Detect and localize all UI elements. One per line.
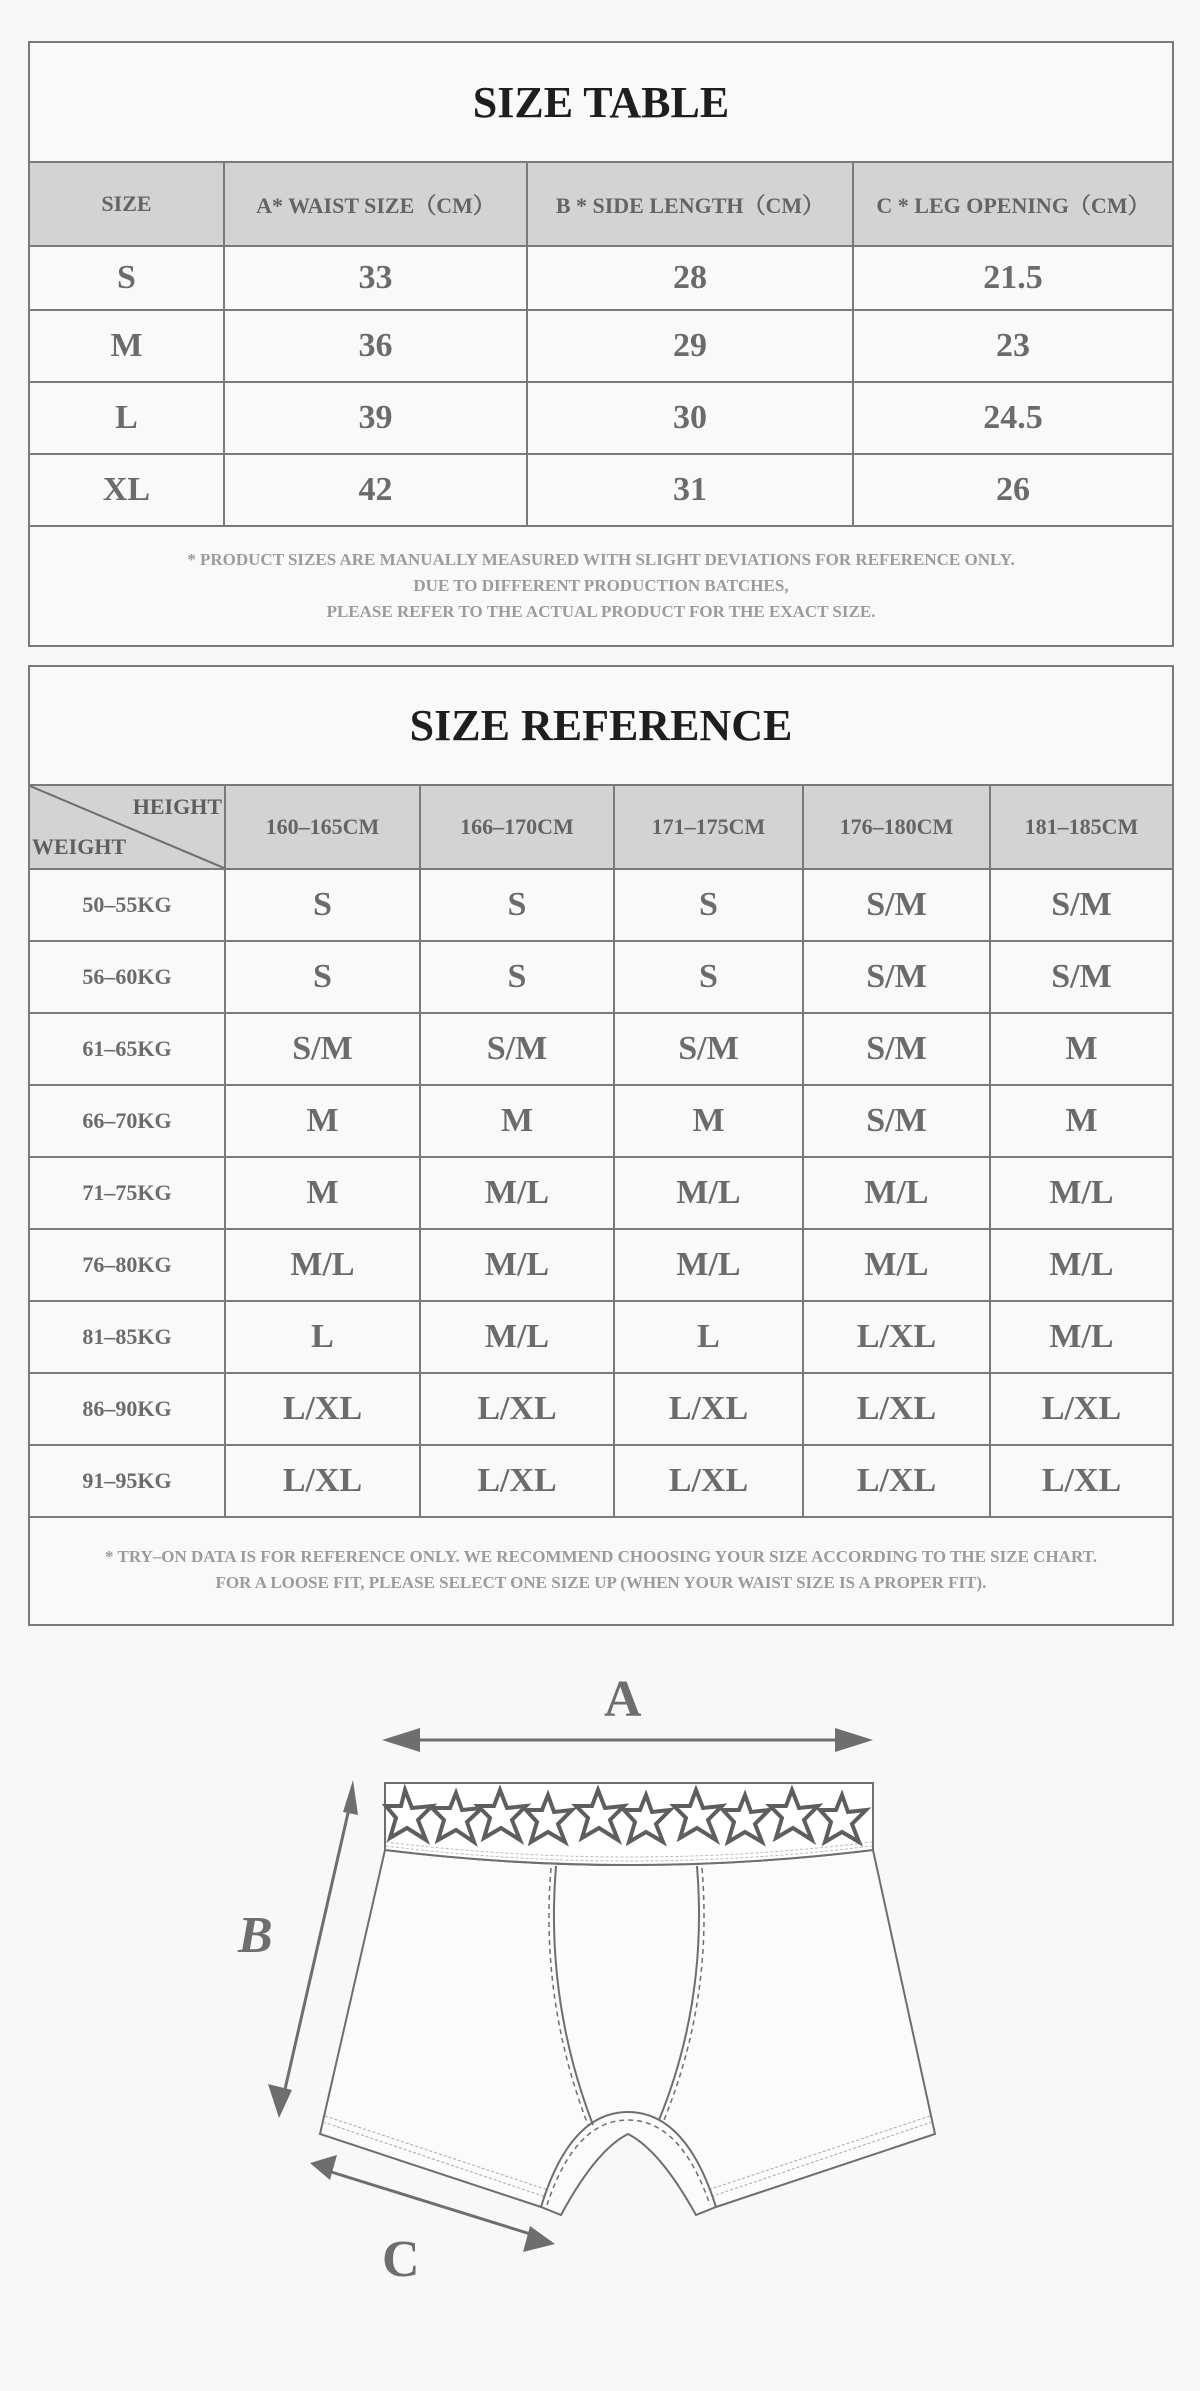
recommended-size-cell: S/M [804, 1014, 991, 1084]
header-size: SIZE [30, 163, 225, 245]
table-row [30, 247, 1172, 311]
recommended-size-cell: S [615, 870, 804, 940]
weight-label: 56–60KG [30, 942, 226, 1012]
recommended-size-cell: M [615, 1086, 804, 1156]
recommended-size-cell: M [421, 1086, 615, 1156]
measurement-cell: 29 [528, 311, 854, 381]
recommended-size-cell: L/XL [421, 1446, 615, 1516]
table-row [30, 1230, 1172, 1302]
measurement-cell: 42 [225, 455, 528, 525]
recommended-size-cell: M/L [421, 1158, 615, 1228]
recommended-size-cell: M/L [226, 1230, 421, 1300]
note-line: FOR A LOOSE FIT, PLEASE SELECT ONE SIZE UP (WHEN YOUR WAIST SIZE IS A PROPER FIT). [215, 1573, 987, 1592]
header-leg-opening: C * LEG OPENING（CM） [876, 192, 1150, 218]
recommended-size-cell: S [615, 942, 804, 1012]
recommended-size-cell: S/M [1051, 958, 1112, 995]
table-row [30, 870, 1172, 942]
table-row [30, 1374, 1172, 1446]
label-b: B [238, 1907, 273, 1964]
table-row [30, 383, 1172, 455]
recommended-size-cell: L/XL [226, 1374, 421, 1444]
recommended-size-cell: L/XL [226, 1446, 421, 1516]
table-row [30, 1302, 1172, 1374]
measurement-cell: 30 [528, 383, 854, 453]
note-line: * TRY–ON DATA IS FOR REFERENCE ONLY. WE RECOMMEND CHOOSING YOUR SIZE ACCORDING TO THE SIZE CHART. [105, 1547, 1097, 1566]
recommended-size-cell: L [226, 1302, 421, 1372]
header-height-2: 166–170CM [421, 786, 615, 868]
recommended-size-cell: L/XL [615, 1374, 804, 1444]
recommended-size-cell: S/M [226, 1014, 421, 1084]
size-table-header-row [30, 163, 1172, 247]
weight-label: 86–90KG [30, 1374, 226, 1444]
recommended-size-cell: M/L [615, 1158, 804, 1228]
size-table-title: SIZE TABLE [30, 43, 1172, 163]
size-reference-header-row [30, 786, 1172, 870]
note-line: PLEASE REFER TO THE ACTUAL PRODUCT FOR THE EXACT SIZE. [326, 602, 876, 621]
weight-label: 71–75KG [30, 1158, 226, 1228]
measurement-cell: 24.5 [983, 399, 1043, 436]
measurement-cell: 31 [528, 455, 854, 525]
weight-label: 76–80KG [30, 1230, 226, 1300]
weight-label: 81–85KG [30, 1302, 226, 1372]
recommended-size-cell: M/L [421, 1230, 615, 1300]
recommended-size-cell: M/L [804, 1230, 991, 1300]
table-row [30, 1014, 1172, 1086]
table-row [30, 311, 1172, 383]
size-reference-note [30, 1518, 1172, 1622]
recommended-size-cell: S/M [804, 942, 991, 1012]
recommended-size-cell: L/XL [804, 1302, 991, 1372]
label-c: C [382, 2231, 420, 2288]
recommended-size-cell: L/XL [1041, 1462, 1122, 1499]
recommended-size-cell: L/XL [804, 1446, 991, 1516]
recommended-size-cell: M/L [1049, 1318, 1114, 1355]
size-reference-title: SIZE REFERENCE [30, 667, 1172, 786]
recommended-size-cell: S [226, 942, 421, 1012]
note-line: * PRODUCT SIZES ARE MANUALLY MEASURED WITH SLIGHT DEVIATIONS FOR REFERENCE ONLY. [187, 550, 1015, 569]
recommended-size-cell: M/L [804, 1158, 991, 1228]
measurement-cell: 39 [225, 383, 528, 453]
table-row [30, 1158, 1172, 1230]
table-row [30, 942, 1172, 1014]
recommended-size-cell: L [615, 1302, 804, 1372]
recommended-size-cell: M/L [615, 1230, 804, 1300]
header-waist: A* WAIST SIZE（CM） [225, 163, 528, 245]
recommended-size-cell: L/XL [804, 1374, 991, 1444]
waistband [385, 1783, 873, 1865]
table-row [30, 1086, 1172, 1158]
header-height-1: 160–165CM [226, 786, 421, 868]
measurement-cell: 33 [225, 247, 528, 309]
recommended-size-cell: S/M [421, 1014, 615, 1084]
size-label: XL [30, 455, 225, 525]
size-reference-table [28, 665, 1174, 1626]
garment-body [320, 1850, 935, 2215]
measurement-cell: 21.5 [983, 259, 1043, 296]
measurement-cell: 23 [996, 327, 1030, 364]
table-row [30, 1446, 1172, 1518]
recommended-size-cell: S [421, 870, 615, 940]
recommended-size-cell: L/XL [421, 1374, 615, 1444]
recommended-size-cell: S/M [615, 1014, 804, 1084]
recommended-size-cell: S [226, 870, 421, 940]
size-label: S [30, 247, 225, 309]
recommended-size-cell: M [1065, 1030, 1098, 1067]
recommended-size-cell: M [226, 1158, 421, 1228]
header-side-length: B * SIDE LENGTH（CM） [528, 163, 854, 245]
size-table-note [30, 527, 1172, 645]
weight-label: 50–55KG [30, 870, 226, 940]
header-height-5: 181–185CM [1024, 814, 1139, 839]
size-table [28, 41, 1174, 647]
recommended-size-cell: S/M [804, 1086, 991, 1156]
recommended-size-cell: S [421, 942, 615, 1012]
measurement-diagram [0, 1640, 1200, 2360]
measurement-cell: 26 [996, 471, 1030, 508]
table-row [30, 455, 1172, 527]
corner-weight-label: WEIGHT [32, 834, 127, 859]
recommended-size-cell: L/XL [615, 1446, 804, 1516]
size-label: L [30, 383, 225, 453]
recommended-size-cell: M/L [1049, 1246, 1114, 1283]
recommended-size-cell: M [226, 1086, 421, 1156]
arrow-a-icon [382, 1728, 873, 1752]
recommended-size-cell: S/M [1051, 886, 1112, 923]
recommended-size-cell: S/M [804, 870, 991, 940]
recommended-size-cell: M/L [1049, 1174, 1114, 1211]
boxer-briefs-illustration [0, 1640, 1200, 2360]
size-label: M [30, 311, 225, 381]
weight-label: 61–65KG [30, 1014, 226, 1084]
recommended-size-cell: M/L [421, 1302, 615, 1372]
recommended-size-cell: M [1065, 1102, 1098, 1139]
note-line: DUE TO DIFFERENT PRODUCTION BATCHES, [413, 576, 789, 595]
measurement-cell: 36 [225, 311, 528, 381]
weight-label: 66–70KG [30, 1086, 226, 1156]
header-height-4: 176–180CM [804, 786, 991, 868]
measurement-cell: 28 [528, 247, 854, 309]
corner-height-label: HEIGHT [132, 794, 222, 819]
header-height-3: 171–175CM [615, 786, 804, 868]
recommended-size-cell: L/XL [1041, 1390, 1122, 1427]
weight-label: 91–95KG [30, 1446, 226, 1516]
header-corner [30, 786, 226, 868]
label-a: A [604, 1671, 642, 1728]
